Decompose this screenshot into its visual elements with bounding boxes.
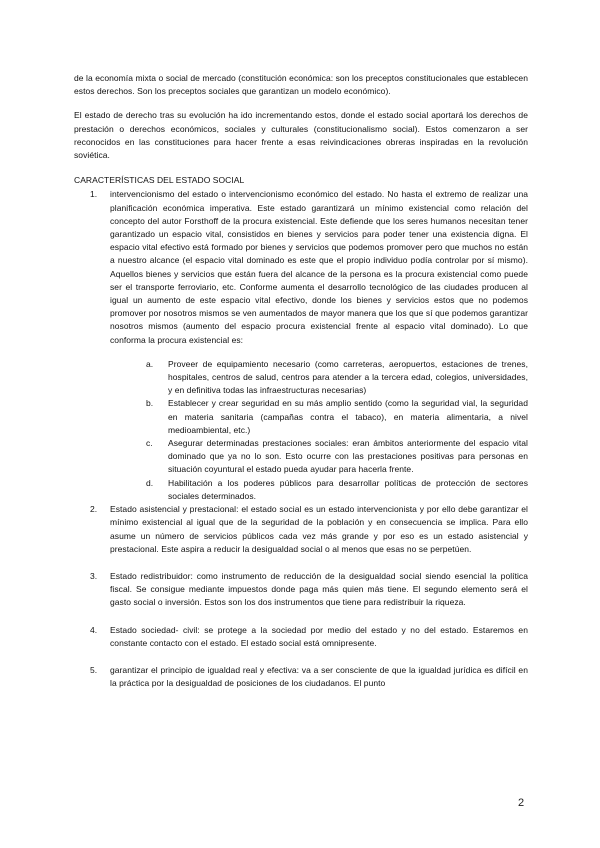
list-item-text: Estado asistencial y prestacional: el estado social es un estado intervencionista y por ello debe garantizar el mínimo existencial al igual que de la seguridad de la población y en consecuencia se implica. Para ello asume un número de servicios públicos cada vez más grande y por eso es un estado asistencial y prestacional. Este aspira a reducir la desigualdad social o al menos que esas no se perpetúen. [110, 504, 528, 554]
sub-item-text: Proveer de equipamiento necesario (como carreteras, aeropuertos, estaciones de trenes, hospitales, centros de salud, centros para atender a la tercera edad, colegios, universidades, y en definitiva todas las infraestructuras necesarias) [168, 358, 528, 396]
list-number: 1. [90, 189, 98, 200]
procura-existencial-list [110, 358, 528, 503]
sub-item-a [132, 358, 528, 398]
sub-item-text: Habilitación a los poderes públicos para desarrollar políticas de protección de sectores sociales determinados. [168, 477, 528, 501]
section-heading: CARACTERÍSTICAS DEL ESTADO SOCIAL [74, 175, 245, 186]
list-item-4 [74, 624, 528, 650]
sub-letter: a. [146, 358, 154, 369]
list-item-text: Estado redistribuidor: como instrumento de reducción de la desigualdad social siendo esencial la política fiscal. Se consigue mediante impuestos donde paga más quien más tiene. El segundo elemento será el gasto social o inversión. Estos son los dos instrumentos que tiene para redistribuir la riqueza. [110, 570, 528, 608]
list-item-5 [74, 664, 528, 690]
sub-item-text: Establecer y crear seguridad en su más amplio sentido (como la seguridad vial, la seguridad en materia sanitaria (campañas contra el tabaco), en materia alimentaria, a nivel medioambiental, etc.) [168, 398, 528, 435]
list-item-3 [74, 570, 528, 610]
list-number: 5. [90, 664, 98, 675]
sub-letter: d. [146, 477, 154, 488]
page-content [74, 72, 528, 690]
sub-item-b [132, 397, 528, 437]
sub-item-text: Asegurar determinadas prestaciones sociales: eran ámbitos anteriormente del espacio vital dominado que ya no lo son. Esto ocurre con las prestaciones positivas para personas en situación coyuntural el estado pueda ayudar para hacerla frente. [168, 438, 528, 475]
sub-item-d [132, 477, 528, 503]
characteristics-list [74, 188, 528, 690]
list-item-text: garantizar el principio de igualdad real y efectiva: va a ser consciente de que la igualdad jurídica es difícil en la práctica por la desigualdad de posiciones de los ciudadanos. El punto [110, 664, 528, 689]
intro-paragraph-1: de la economía mixta o social de mercado (constitución económica: son los preceptos constitucionales que establecen estos derechos. Son los preceptos sociales que garantizan un modelo económico). [74, 73, 528, 97]
list-item-text: Estado sociedad- civil: se protege a la sociedad por medio del estado y no del estado. Estaremos en constante contacto con el estado. El estado social está omnipresente. [110, 624, 528, 648]
sub-letter: c. [146, 438, 153, 449]
sub-letter: b. [146, 398, 154, 409]
list-item-1 [74, 188, 528, 503]
list-number: 3. [90, 570, 98, 581]
list-number: 4. [90, 624, 98, 635]
page-number: 2 [518, 797, 525, 809]
list-number: 2. [90, 504, 98, 515]
sub-item-c [132, 437, 528, 477]
intro-paragraph-2: El estado de derecho tras su evolución ha ido incrementando estos, donde el estado social aportará los derechos de prestación o derechos económicos, sociales y culturales (constitucionalismo social). Estos comenzaron a ser reconocidos en las constituciones para hacer frente a esas reivindicaciones obreras inspiradas en la revolución soviética. [74, 110, 528, 161]
list-item-2 [74, 503, 528, 556]
list-item-text: intervencionismo del estado o intervencionismo económico del estado. No hasta el extremo de realizar una planificación económica imperativa. Este estado garantizará un mínimo existencial como relación del concepto del autor Forsthoff de la procura existencial. Este defiende que los seres humanos necesitan tener garantizado un espacio vital, consistidos en bienes y servicios para poder tener una existencia digna. El espacio vital efectivo está formado por bienes y servicios que podemos promover pero que muchos no están a nuestro alcance (el espacio vital dominado es este que el propio individuo podía controlar por sí mismo). Aquellos bienes y servicios que están fuera del alcance de la persona es la procura existencial como puede ser el transporte ferroviario, etc. Conforme aumenta el desarrollo tecnológico de las ciudades producen al igual un aumento de este espacio vital efectivo, donde los bienes y servicios estos que no podemos promover por nosotros mismos se ven aumentados de mayor manera que los que sí que podemos garantizar nosotros mismos (aumento del espacio procura existencial frente al espacio vital dominado). Lo que conforma la procura existencial es: [110, 189, 528, 345]
